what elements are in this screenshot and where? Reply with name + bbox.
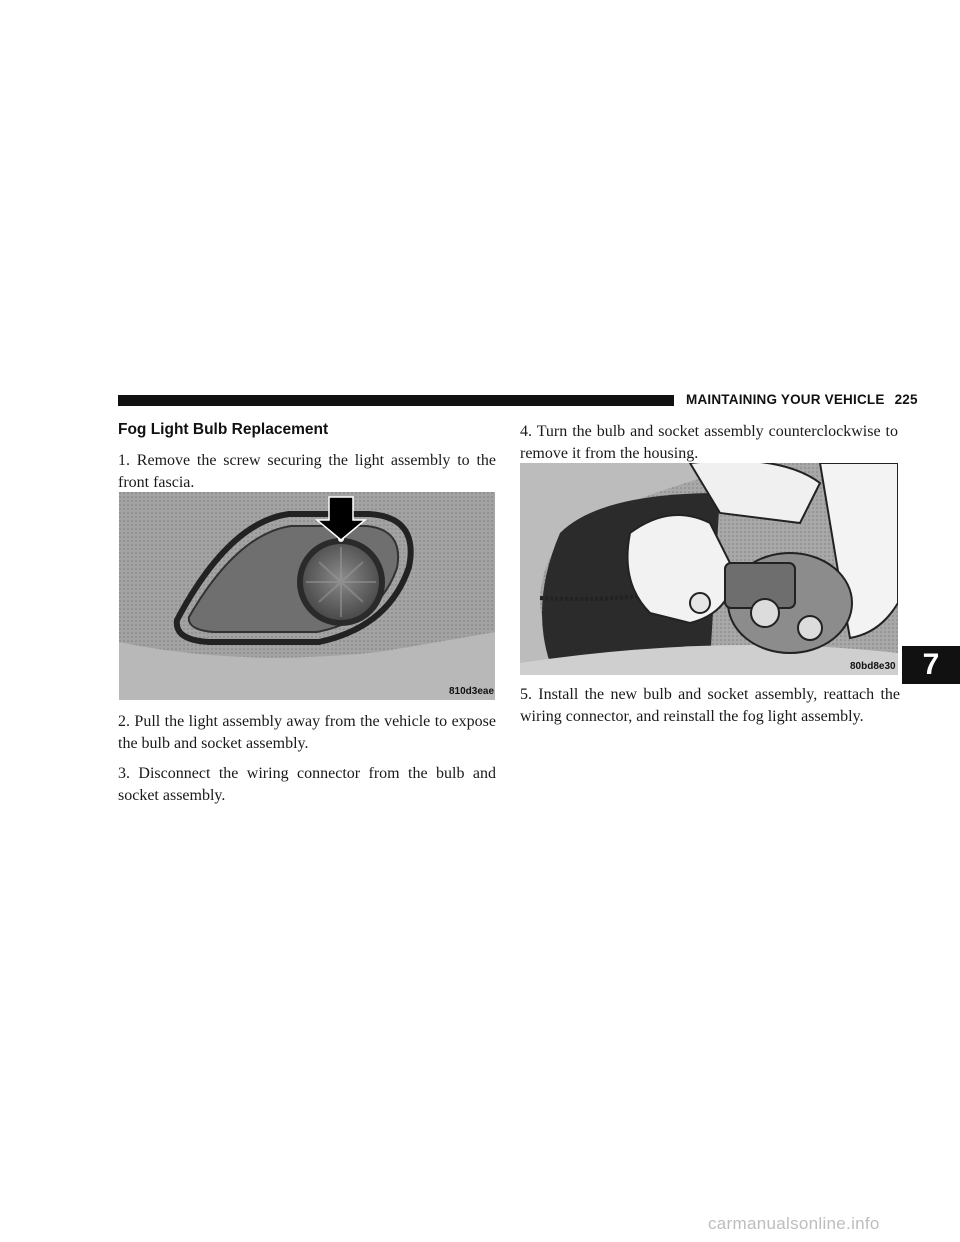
page-number: 225 [894,392,918,407]
figure-2-code: 80bd8e30 [850,661,896,672]
bulb-socket-figure [520,463,898,675]
step-3-text: 3. Disconnect the wiring connector from the bulb and socket assembly. [118,765,496,804]
step-1-text: 1. Remove the screw securing the light assembly to the front fascia. [118,452,496,491]
step-5-text: 5. Install the new bulb and socket assembly, reattach the wiring connector, and reinstall the fog light assembly. [520,686,900,725]
fog-light-figure [119,492,495,700]
step-4-text: 4. Turn the bulb and socket assembly counterclockwise to remove it from the housing. [520,423,898,462]
header-rule [118,395,674,406]
figure-1-code: 810d3eae [449,686,495,697]
header-section-title: MAINTAINING YOUR VEHICLE [686,392,885,407]
section-title: Fog Light Bulb Replacement [118,421,329,438]
bulb-socket-illustration [520,463,898,675]
chapter-tab: 7 [902,646,960,684]
fog-light-illustration [119,492,495,700]
running-header [686,392,918,407]
watermark: carmanualsonline.info [708,1214,880,1233]
step-2-text: 2. Pull the light assembly away from the vehicle to expose the bulb and socket assembly. [118,713,496,752]
